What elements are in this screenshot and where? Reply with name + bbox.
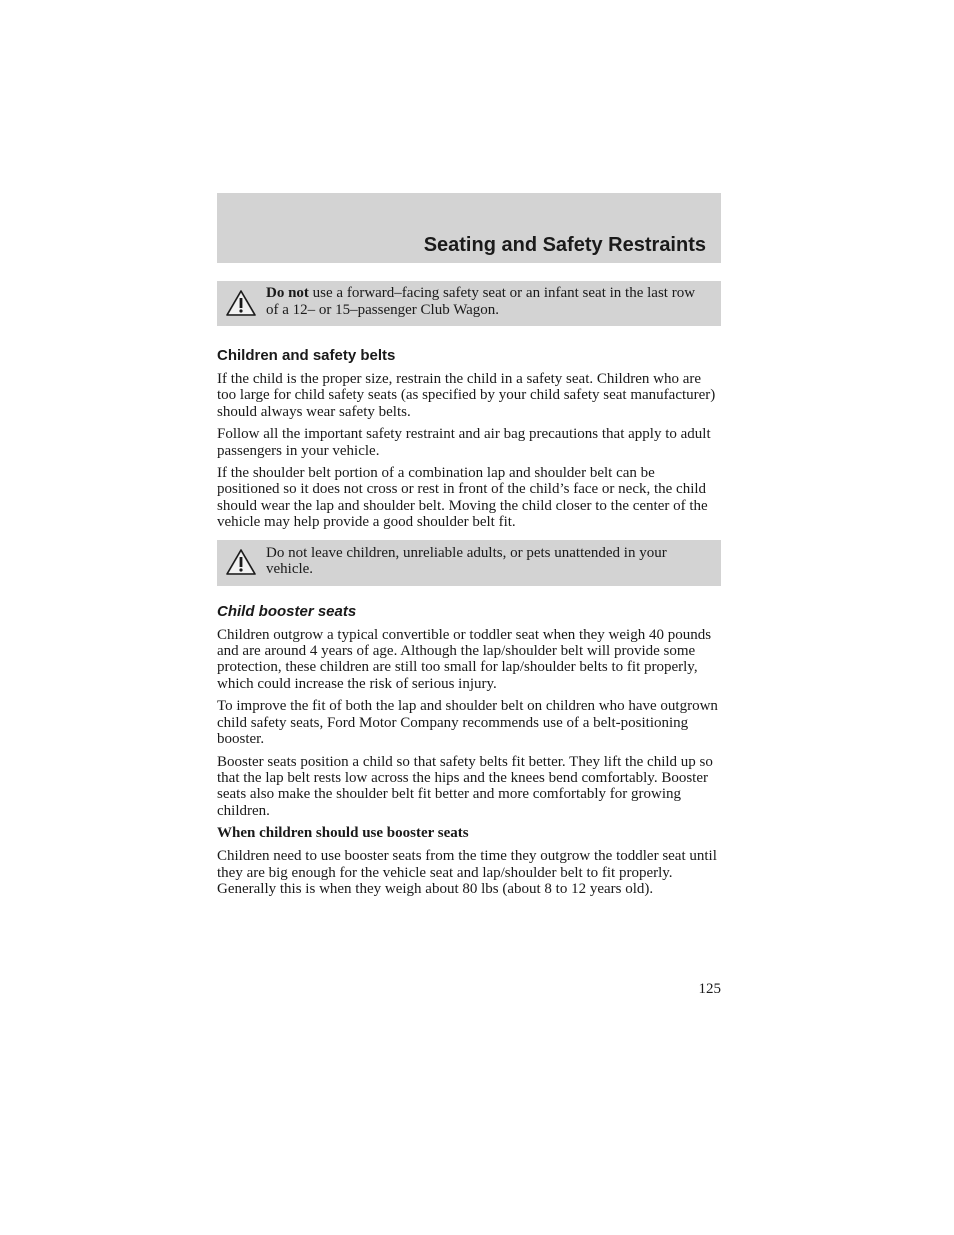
warning-box bbox=[217, 540, 721, 586]
warning-triangle-icon bbox=[225, 548, 257, 576]
paragraph: Follow all the important safety restraint and air bag precautions that apply to adult passengers in your vehicle. bbox=[217, 426, 711, 459]
paragraph: Children need to use booster seats from the time they outgrow the toddler seat until they are big enough for the vehicle seat and lap/shoulder belt to fit properly. Generally this is when they weigh about 80 lbs (about 8 to 12 years old). bbox=[217, 848, 717, 897]
subheading: When children should use booster seats bbox=[217, 825, 469, 842]
paragraph: If the shoulder belt portion of a combination lap and shoulder belt can be positioned so it does not cross or rest in front of the child’s face or neck, the child should wear the lap and shoulder belt. Moving the child closer to the center of the vehicle may help provide a good shoulder belt fit. bbox=[217, 465, 708, 531]
page-number: 125 bbox=[698, 981, 721, 997]
section-heading: Children and safety belts bbox=[217, 347, 396, 364]
warning-triangle-icon bbox=[225, 289, 257, 317]
paragraph: If the child is the proper size, restrain the child in a safety seat. Children who are too large for child safety seats (as specified by your child safety seat manufacturer) should always wear safety belts. bbox=[217, 371, 716, 420]
warning-emphasis: Do not bbox=[266, 285, 309, 301]
paragraph: Children outgrow a typical convertible or toddler seat when they weigh 40 pounds and are around 4 years of age. Although the lap/shoulder belt will provide some protection, these children are still too small for lap/shoulder belts to fit properly, which could increase the risk of serious injury. bbox=[217, 626, 712, 692]
warning-text: use a forward–facing safety seat or an infant seat in the last row of a 12– or 15–passenger Club Wagon. bbox=[266, 285, 696, 318]
section-header bbox=[217, 193, 721, 263]
manual-page bbox=[217, 193, 721, 997]
warning-box bbox=[217, 281, 721, 326]
section-heading: Child booster seats bbox=[217, 602, 357, 620]
page-title: Seating and Safety Restraints bbox=[423, 234, 706, 256]
paragraph: To improve the fit of both the lap and shoulder belt on children who have outgrown child safety seats, Ford Motor Company recommends use of a belt-positioning booster. bbox=[217, 698, 718, 748]
paragraph: Booster seats position a child so that safety belts fit better. They lift the child up so that the lap belt rests low across the hips and the knees bend comfortably. Booster seats also make the shoulder belt fit better and more comfortably for growing children. bbox=[217, 753, 713, 819]
warning-text: Do not leave children, unreliable adults, or pets unattended in your vehicle. bbox=[266, 544, 667, 578]
